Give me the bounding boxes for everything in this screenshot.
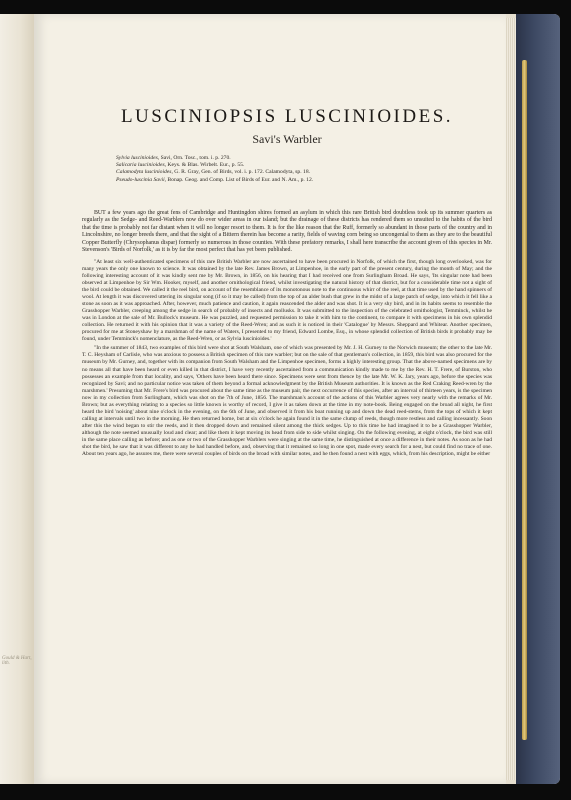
body-text [82, 210, 492, 458]
common-name: Savi's Warbler [252, 132, 322, 146]
synonym-entry [116, 155, 492, 162]
page-content [82, 106, 492, 460]
synonym-name: Calamodyta luscinioides, [116, 169, 173, 176]
body-paragraph: "In the summer of 1843, two examples of this bird were shot at South Walsham, one of which was presented by Mr. J. H. Gurney to the Norwich museum; the other to the late Mr. T. C. Heysham of Carlisle, who was anxious to possess a British specimen of this rare warbler; but on the sale of that gentleman's collection, in 1859, this bird was also procured for the museum by Mr. Gurney, and, together with its companion from South Walsham and the Limpenhoe specimen, forms a highly interesting group. That the above-named specimens are by no means all that have been heard or even killed in that district, I have very recently ascertained from a communication kindly made to me by the Rev. H. T. Frere, of Burston, who possesses an example from that locality, and says, 'Others have been heard there since. Specimens were sent from thence by the late Mr. W. K. Jary, years ago, before the species was recognized by Savi; and no particular notice was taken of them beyond a formal acknowledgment by the British Museum authorities. It is known as the Red Craking Reed-wren by the marshmen.' Presuming that Mr. Frere's bird was procured about the same time as the museum pair, the next occurrence of this species, after an interval of thirteen years, is the specimen now in my collection from Surlingham, which was shot on the 7th of June, 1856. The marshman's account of the actions of this Warbler agrees very nearly with the remarks of Mr. Brown; but as everything relating to a species so little known is worthy of record, I give it as taken down at the time in my note-book. Being engaged on the broad all night, he first heard the bird 'noising' about nine o'clock in the evening, on the 6th of June, and observed it from his boat running up and down the dead reed-stems, from the tops of which it kept calling at intervals until two in the morning. He then returned home, but at six o'clock he again found it in the same clump of reeds, though more restless and calling incessantly. Soon after this the wind began to stir the reeds, and it then dropped down and remained silent among the thick sedges. Up to this time he had imagined it to be a Grasshopper Warbler, although the note seemed unusually loud and clear; and like them it kept moving its head from side to side whilst singing. On the following evening, at eight o'clock, the bird was still in the same place calling as before; and as one or two of the Grasshopper Warblers were singing at the same time, he distinguished at once a difference in their notes. As soon as he had shot the bird, he saw that it was different to any he had handled before, and, observing that it remained so long in one spot, made every search for a nest, but could find no trace of one. About ten years ago, he assures me, there were several couples of birds on the broad with similar notes, and he then found a nest with eggs, which, from his description, might be either [82, 345, 492, 458]
synonym-reference: G. R. Gray, Gen. of Birds, vol. i. p. 172. Calamodyta, sp. 18. [172, 169, 311, 176]
synonymy-list [116, 155, 492, 184]
synonym-entry [116, 169, 492, 176]
species-title: LUSCINIOPSIS LUSCINIOIDES. [120, 106, 454, 127]
synonym-reference: Savi, Orn. Tosc., tom. i. p. 270. [159, 155, 231, 161]
synonym-reference: Bonap. Geog. and Comp. List of Birds of Eur. and N. Am., p. 12. [166, 176, 314, 183]
synonym-name: Pseudo-luscinia Savii, [116, 176, 167, 183]
synonym-name: Sylvia luscinioides, [116, 155, 160, 161]
page-fore-edge [506, 18, 516, 780]
synonym-reference: Keys. & Blas. Wirbelt. Eur., p. 55. [166, 162, 245, 169]
book-cover-edge [516, 14, 560, 784]
synonym-name: Salicaria luscinioides, [116, 162, 167, 169]
body-paragraph: "At least six well-authenticated specimens of this rare British Warbler are now ascertained to have been procured in Norfolk, of which the first, though long overlooked, was for many years the only one known to science. It was obtained by the late Rev. James Brown, at Limpenhoe, in the early part of the present century, during the month of May; and the following interesting account of it was kindly sent me by Mr. Brown, in 1856, on his hearing that I had received one from Surlingham Broad. He says, 'Its singular note had been observed at Limpenhoe by Sir Wm. Hooker, myself, and another ornithological friend, whilst investigating the natural history of that district, but for a considerable time not a sight of the bird could be obtained. We called it the reel bird, on account of the resemblance of its monotonous note to the continuous whirr of the reel, at that time used by the hand spinners of wool. At length it was discovered uttering its singular song (if so it may be called) from the top of an alder bush that grew in the midst of a large patch of sedge, into which it fell like a stone as soon as it was approached. After, however, much patience and caution, it again reascended the alder and was shot. It is a very shy bird, and in its habits seems to resemble the Grasshopper Warbler, creeping among the sedge in search of probably of insects and mollusks. It was submitted to the inspection of the celebrated ornithologist, Temminck, whilst he was in London at the sale of Mr. Bullock's museum. He was puzzled, and requested permission to take it with him to the continent, to compare it with specimens in his own splendid collection. He returned it with his opinion that it was a variety of the Reed-Wren; and as such it is noticed in their 'Catalogue' by Messrs. Sheppard and Whitear. Another specimen, procured for me at Stoneyshaw by a marshman of the name of Waters, I presented to my friend, Edward Lombe, Esq., in whose splendid collection of British birds it probably may be found, under Temminck's nomenclature, as the Reed-Wren, or as Sylvia luscinioides.' [82, 258, 492, 343]
facing-page-edge [0, 14, 34, 784]
synonym-entry [116, 177, 492, 184]
body-paragraph: BUT a few years ago the great fens of Cambridge and Huntingdon shires formed an asylum in which this rare British bird doubtless took up its summer quarters as regularly as the Sedge- and Reed-Warblers now do over wider areas in our island; but the drainage of these districts has rendered them so unsuited to the habits of the bird that the time is probably not far distant when it will no longer resort to them. It is for the like reason that the Ruff, formerly so abundant in those parts of the country and in Lincolnshire, no longer breeds there, and that the sight of a Bittern therein has become a rarity, fields of waving corn being so uncongenial to them as they are to the beautiful Copper Butterfly (Chrysophanus dispar) formerly so numerous in those counties. With these prefatory remarks, I shall here transcribe the account given of this species in Mr. Stevenson's 'Birds of Norfolk,' as it is by far the most perfect that has yet been published. [82, 209, 492, 254]
gutter-note: Gould & Hart, lith. [2, 656, 32, 666]
gilt-edge [522, 60, 527, 740]
